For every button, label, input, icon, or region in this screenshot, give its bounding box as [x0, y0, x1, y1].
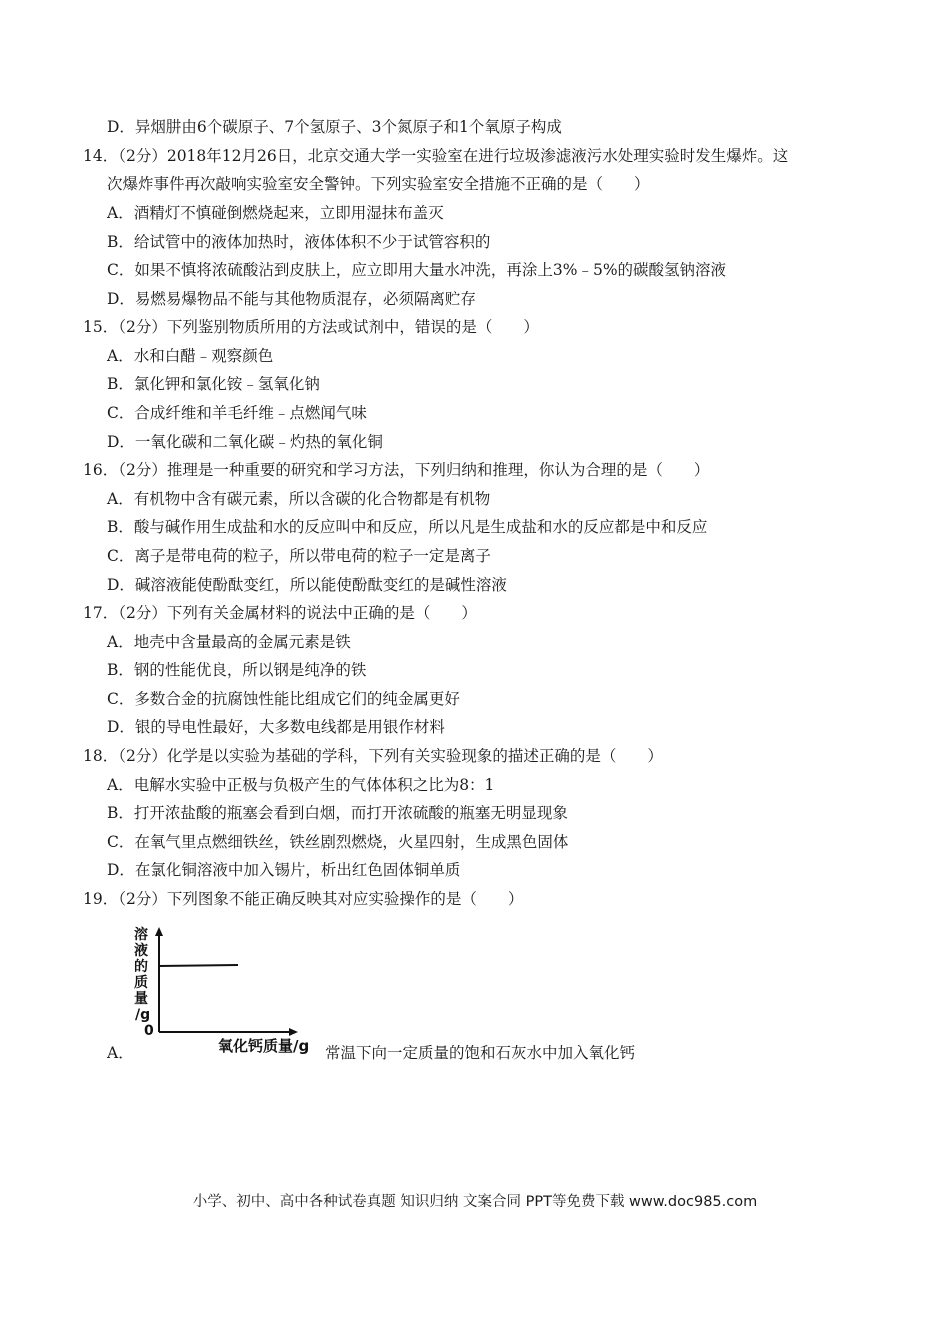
question-18-option-b: B．打开浓盐酸的瓶塞会看到白烟，而打开浓硫酸的瓶塞无明显现象 [107, 804, 568, 822]
question-15-option-d: D．一氧化碳和二氧化碳﹣灼热的氧化铜 [107, 433, 383, 451]
question-19-option-a-label: A． [107, 1044, 134, 1062]
question-17-option-b: B．钢的性能优良，所以钢是纯净的铁 [107, 661, 367, 679]
question-19-stem: 19．（2分）下列图象不能正确反映其对应实验操作的是（ ） [83, 890, 524, 908]
question-16-option-c: C．离子是带电荷的粒子，所以带电荷的粒子一定是离子 [107, 547, 491, 565]
question-14-option-a: A．酒精灯不慎碰倒燃烧起来，立即用湿抹布盖灭 [107, 204, 444, 222]
question-19-graph-a [128, 925, 328, 1060]
y-axis-arrow [155, 927, 163, 936]
question-18-stem: 18．（2分）化学是以实验为基础的学科，下列有关实验现象的描述正确的是（ ） [83, 747, 663, 765]
x-axis-label: 氧化钙质量/g [218, 1037, 310, 1055]
x-axis-arrow [289, 1028, 298, 1036]
question-18-option-a: A．电解水实验中正极与负极产生的气体体积之比为8：1 [107, 776, 495, 794]
question-15-option-c: C．合成纤维和羊毛纤维﹣点燃闻气味 [107, 404, 367, 422]
question-18-option-d: D．在氯化铜溶液中加入锡片，析出红色固体铜单质 [107, 861, 461, 879]
data-line [159, 965, 238, 966]
question-13-option-d: D．异烟肼由6个碳原子、7个氢原子、3个氮原子和1个氧原子构成 [107, 118, 562, 136]
footer-text: 小学、初中、高中各种试卷真题 知识归纳 文案合同 PPT等免费下载 www.doc985.com [192, 1194, 758, 1210]
question-16-option-d: D．碱溶液能使酚酞变红，所以能使酚酞变红的是碱性溶液 [107, 576, 507, 594]
question-17-option-a: A．地壳中含量最高的金属元素是铁 [107, 633, 351, 651]
y-axis-label [134, 926, 150, 1023]
question-16-option-b: B．酸与碱作用生成盐和水的反应叫中和反应，所以凡是生成盐和水的反应都是中和反应 [107, 518, 708, 536]
question-15-stem: 15．（2分）下列鉴别物质所用的方法或试剂中，错误的是（ ） [83, 318, 539, 336]
y-label-unit: /g [135, 1007, 151, 1023]
question-19-option-a-caption: 常温下向一定质量的饱和石灰水中加入氧化钙 [325, 1044, 636, 1062]
question-14-stem-continued: 次爆炸事件再次敲响实验室安全警钟。下列实验室安全措施不正确的是（ ） [107, 175, 650, 193]
y-label-char-4: 质 [134, 975, 148, 991]
question-17-option-d: D．银的导电性最好，大多数电线都是用银作材料 [107, 718, 445, 736]
origin-label: 0 [144, 1023, 154, 1039]
y-label-char-5: 量 [134, 991, 148, 1007]
y-label-char-3: 的 [134, 959, 148, 975]
question-17-option-c: C．多数合金的抗腐蚀性能比组成它们的纯金属更好 [107, 690, 460, 708]
question-14-stem: 14．（2分）2018年12月26日，北京交通大学一实验室在进行垃圾渗滤液污水处理实验时发生爆炸。这 [83, 147, 789, 165]
question-15-option-a: A．水和白醋﹣观察颜色 [107, 347, 274, 365]
question-14-option-b: B．给试管中的液体加热时，液体体积不少于试管容积的 [107, 233, 491, 251]
question-16-stem: 16．（2分）推理是一种重要的研究和学习方法，下列归纳和推理，你认为合理的是（ ） [83, 461, 710, 479]
question-16-option-a: A．有机物中含有碳元素，所以含碳的化合物都是有机物 [107, 490, 491, 508]
question-18-option-c: C．在氧气里点燃细铁丝，铁丝剧烈燃烧，火星四射，生成黑色固体 [107, 833, 569, 851]
y-label-char-2: 液 [134, 943, 148, 959]
question-14-option-c: C．如果不慎将浓硫酸沾到皮肤上，应立即用大量水冲洗，再涂上3%﹣5%的碳酸氢钠溶液 [107, 261, 727, 279]
question-14-option-d: D．易燃易爆物品不能与其他物质混存，必须隔离贮存 [107, 290, 476, 308]
question-17-stem: 17．（2分）下列有关金属材料的说法中正确的是（ ） [83, 604, 477, 622]
y-label-char-1: 溶 [134, 927, 148, 943]
question-15-option-b: B．氯化钾和氯化铵﹣氢氧化钠 [107, 375, 320, 393]
